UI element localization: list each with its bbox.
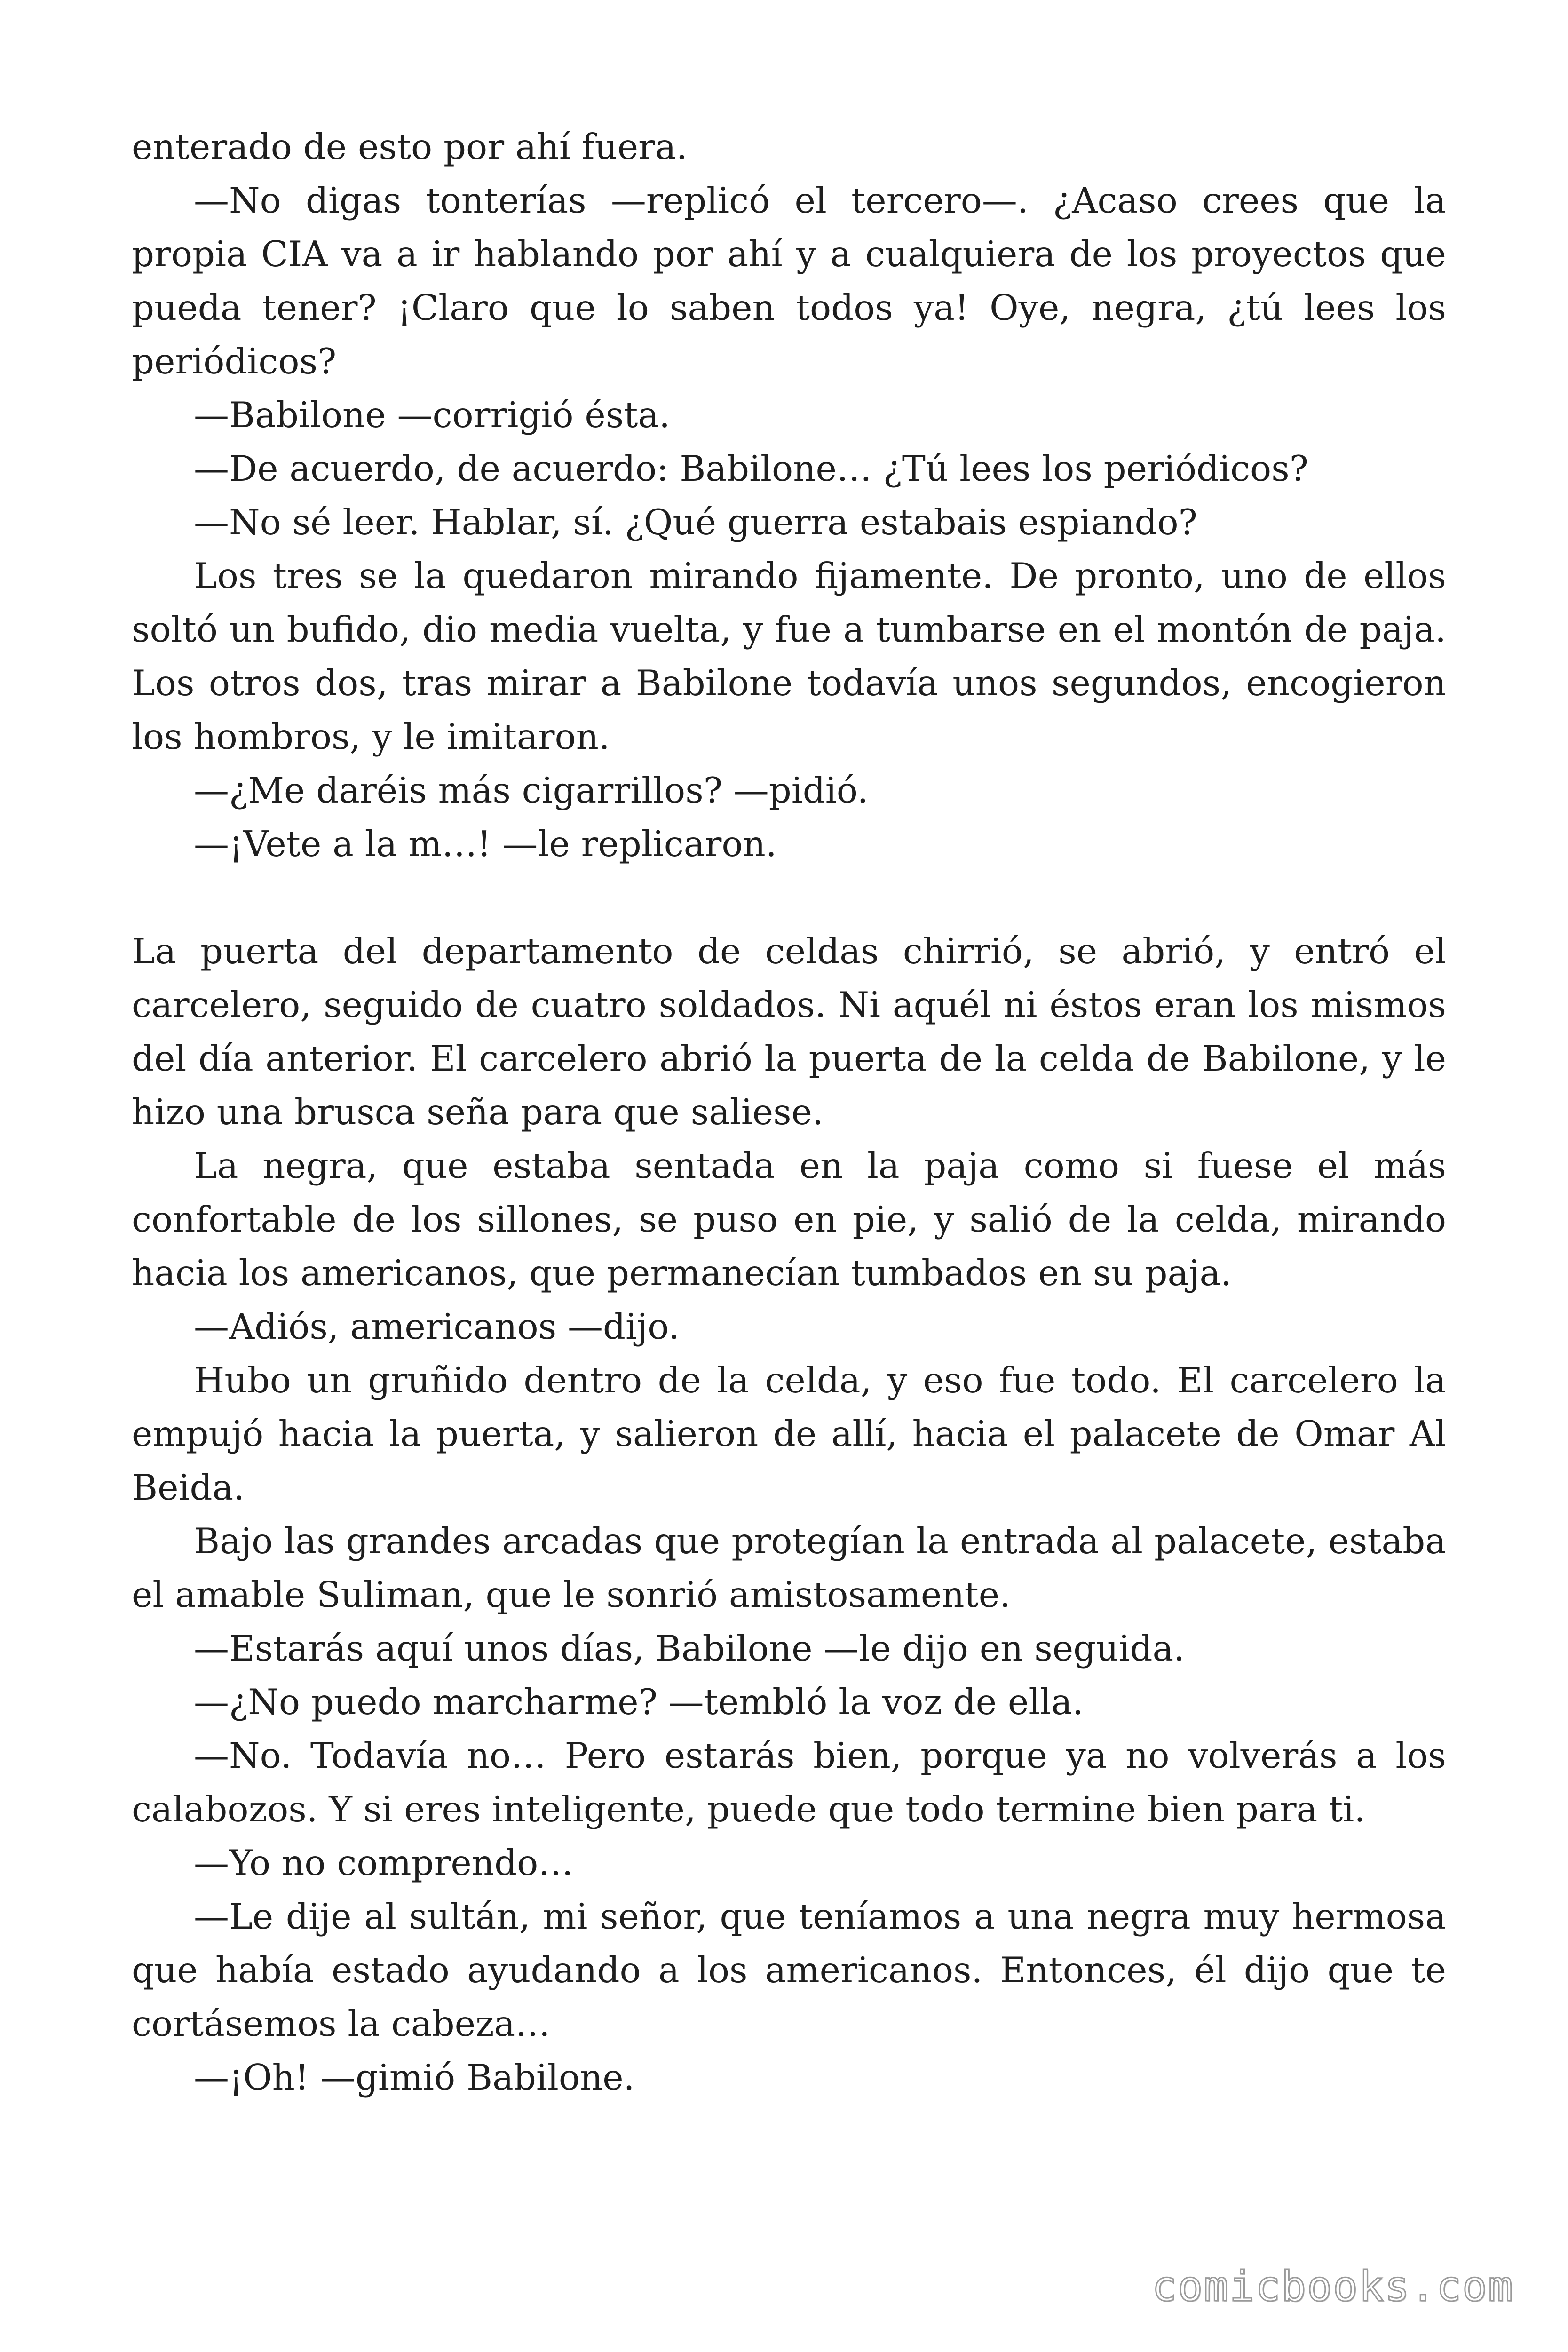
paragraph: —Babilone —corrigió ésta. bbox=[194, 394, 670, 436]
paragraph: —De acuerdo, de acuerdo: Babilone… ¿Tú lees los periódicos? bbox=[194, 448, 1308, 489]
watermark: comicbooks.com bbox=[1152, 2262, 1514, 2311]
paragraph: —No digas tonterías —replicó el tercero—. ¿Acaso crees que la propia CIA va a ir hablando por ahí y a cualquiera de los proyectos que pueda tener? ¡Claro que lo saben todos ya! Oye, negra, ¿tú lees los periódicos? bbox=[132, 180, 1446, 382]
paragraph: —Yo no comprendo… bbox=[194, 1842, 574, 1883]
paragraph: La puerta del departamento de celdas chirrió, se abrió, y entró el carcelero, seguido de cuatro soldados. Ni aquél ni éstos eran los mismos del día anterior. El carcelero abrió la puerta de la celda de Babilone, y le hizo una brusca seña para que saliese. bbox=[132, 930, 1446, 1133]
paragraph: —Le dije al sultán, mi señor, que teníamos a una negra muy hermosa que había estado ayudando a los americanos. Entonces, él dijo que te cortásemos la cabeza… bbox=[132, 1896, 1446, 2044]
paragraph: Los tres se la quedaron mirando fijamente. De pronto, uno de ellos soltó un bufido, dio media vuelta, y fue a tumbarse en el montón de paja. Los otros dos, tras mirar a Babilone todavía unos segundos, encogieron los hombros, y le imitaron. bbox=[132, 555, 1446, 757]
page-text bbox=[132, 120, 1446, 2104]
paragraph: —No. Todavía no… Pero estarás bien, porque ya no volverás a los calabozos. Y si eres inteligente, puede que todo termine bien para ti. bbox=[132, 1735, 1446, 1830]
paragraph: Hubo un gruñido dentro de la celda, y eso fue todo. El carcelero la empujó hacia la puerta, y salieron de allí, hacia el palacete de Omar Al Beida. bbox=[132, 1359, 1446, 1508]
paragraph: La negra, que estaba sentada en la paja como si fuese el más confortable de los sillones, se puso en pie, y salió de la celda, mirando hacia los americanos, que permanecían tumbados en su paja. bbox=[132, 1145, 1446, 1294]
paragraph: —Adiós, americanos —dijo. bbox=[194, 1306, 680, 1347]
paragraph: —¡Vete a la m…! —le replicaron. bbox=[194, 823, 777, 865]
paragraph: —¿No puedo marcharme? —tembló la voz de ella. bbox=[194, 1681, 1084, 1723]
paragraph: —No sé leer. Hablar, sí. ¿Qué guerra estabais espiando? bbox=[194, 501, 1197, 543]
paragraph: —¡Oh! —gimió Babilone. bbox=[194, 2057, 635, 2098]
paragraph: —¿Me daréis más cigarrillos? —pidió. bbox=[194, 770, 869, 811]
section-break bbox=[132, 871, 1446, 924]
paragraph: —Estarás aquí unos días, Babilone —le dijo en seguida. bbox=[194, 1628, 1185, 1669]
paragraph: Bajo las grandes arcadas que protegían la entrada al palacete, estaba el amable Suliman, que le sonrió amistosamente. bbox=[132, 1520, 1446, 1615]
paragraph: enterado de esto por ahí fuera. bbox=[132, 126, 688, 167]
